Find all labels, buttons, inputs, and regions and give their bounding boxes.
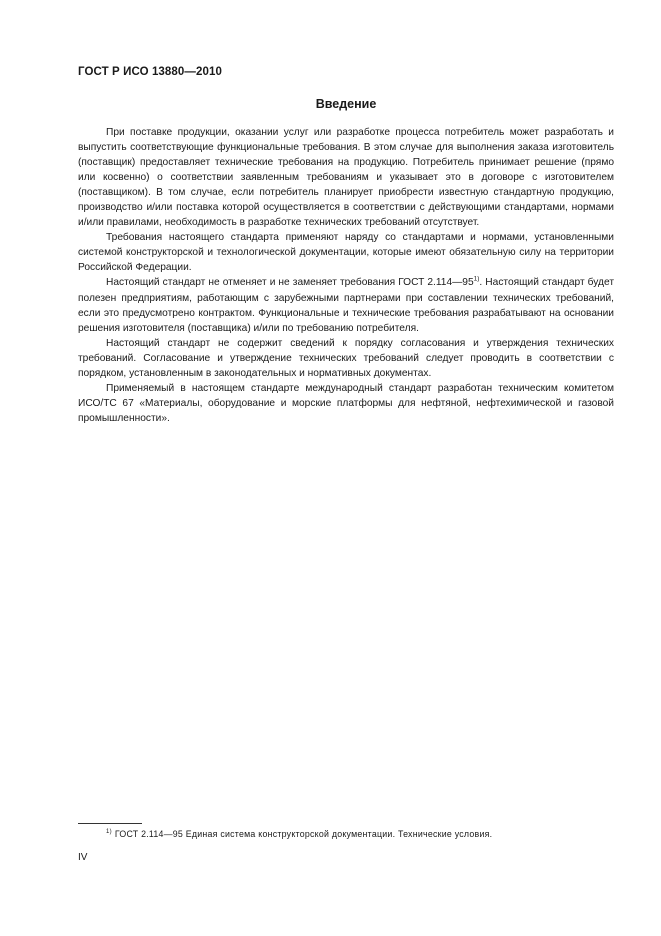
paragraph-1: При поставке продукции, оказании услуг или разработке процесса потребитель может разработать и выпустить соответствующие функциональные требования. В этом случае для выполнения заказа изготовитель (поставщик) предоставляет технические требования на продукцию. Потребитель принимает решение (прямо или косвенно) о соответствии заявленным требованиям и указывает это в договоре с изготовителем (поставщиком). В том случае, если потребитель планирует приобрести известную стандартную продукцию, производство и/или поставка которой осуществляется в соответствии с действующими стандартами, нормами и/или правилами, необходимость в разработке технических требований отсутствует. <box>78 127 614 229</box>
footnote-reference[interactable]: 1) <box>473 276 480 284</box>
footnote <box>106 828 492 840</box>
document-header-code: ГОСТ Р ИСО 13880—2010 <box>78 66 223 78</box>
paragraph-5: Применяемый в настоящем стандарте международный стандарт разработан техническим комитетом ИСО/ТС 67 «Материалы, оборудование и морские платформы для нефтяной, нефтехимической и газовой промышленности». <box>78 382 614 424</box>
footnote-divider <box>78 823 142 824</box>
footnote-mark: 1) <box>106 829 112 836</box>
paragraph-2: Требования настоящего стандарта применяют наряду со стандартами и нормами, установленными системой конструкторской и технологической документации, которые имеют обязательную силу на территории Российской Федерации. <box>78 232 614 274</box>
paragraph-3 <box>78 275 614 335</box>
paragraph-3-text-before: Настоящий стандарт не отменяет и не заменяет требования ГОСТ 2.114—95 <box>106 277 474 289</box>
page-number: IV <box>78 852 88 863</box>
introduction-body <box>78 125 614 426</box>
paragraph-4: Настоящий стандарт не содержит сведений к порядку согласования и утверждения технических требований. Согласование и утверждение технических требований следует проводить в соответствии с порядком, установленным в законодательных и нормативных документах. <box>78 337 614 379</box>
paragraph-3-text-after: . Настоящий стандарт будет полезен предприятиям, работающим с зарубежными партнерами при составлении технических требований, если это предусмотрено контрактом. Функциональные и технические требования разрабатывают на основании решения изготовителя (поставщика) и/или по требованию потребителя. <box>78 277 614 334</box>
section-title: Введение <box>315 97 377 111</box>
footnote-text: ГОСТ 2.114—95 Единая система конструкторской документации. Технические условия. <box>114 829 493 839</box>
